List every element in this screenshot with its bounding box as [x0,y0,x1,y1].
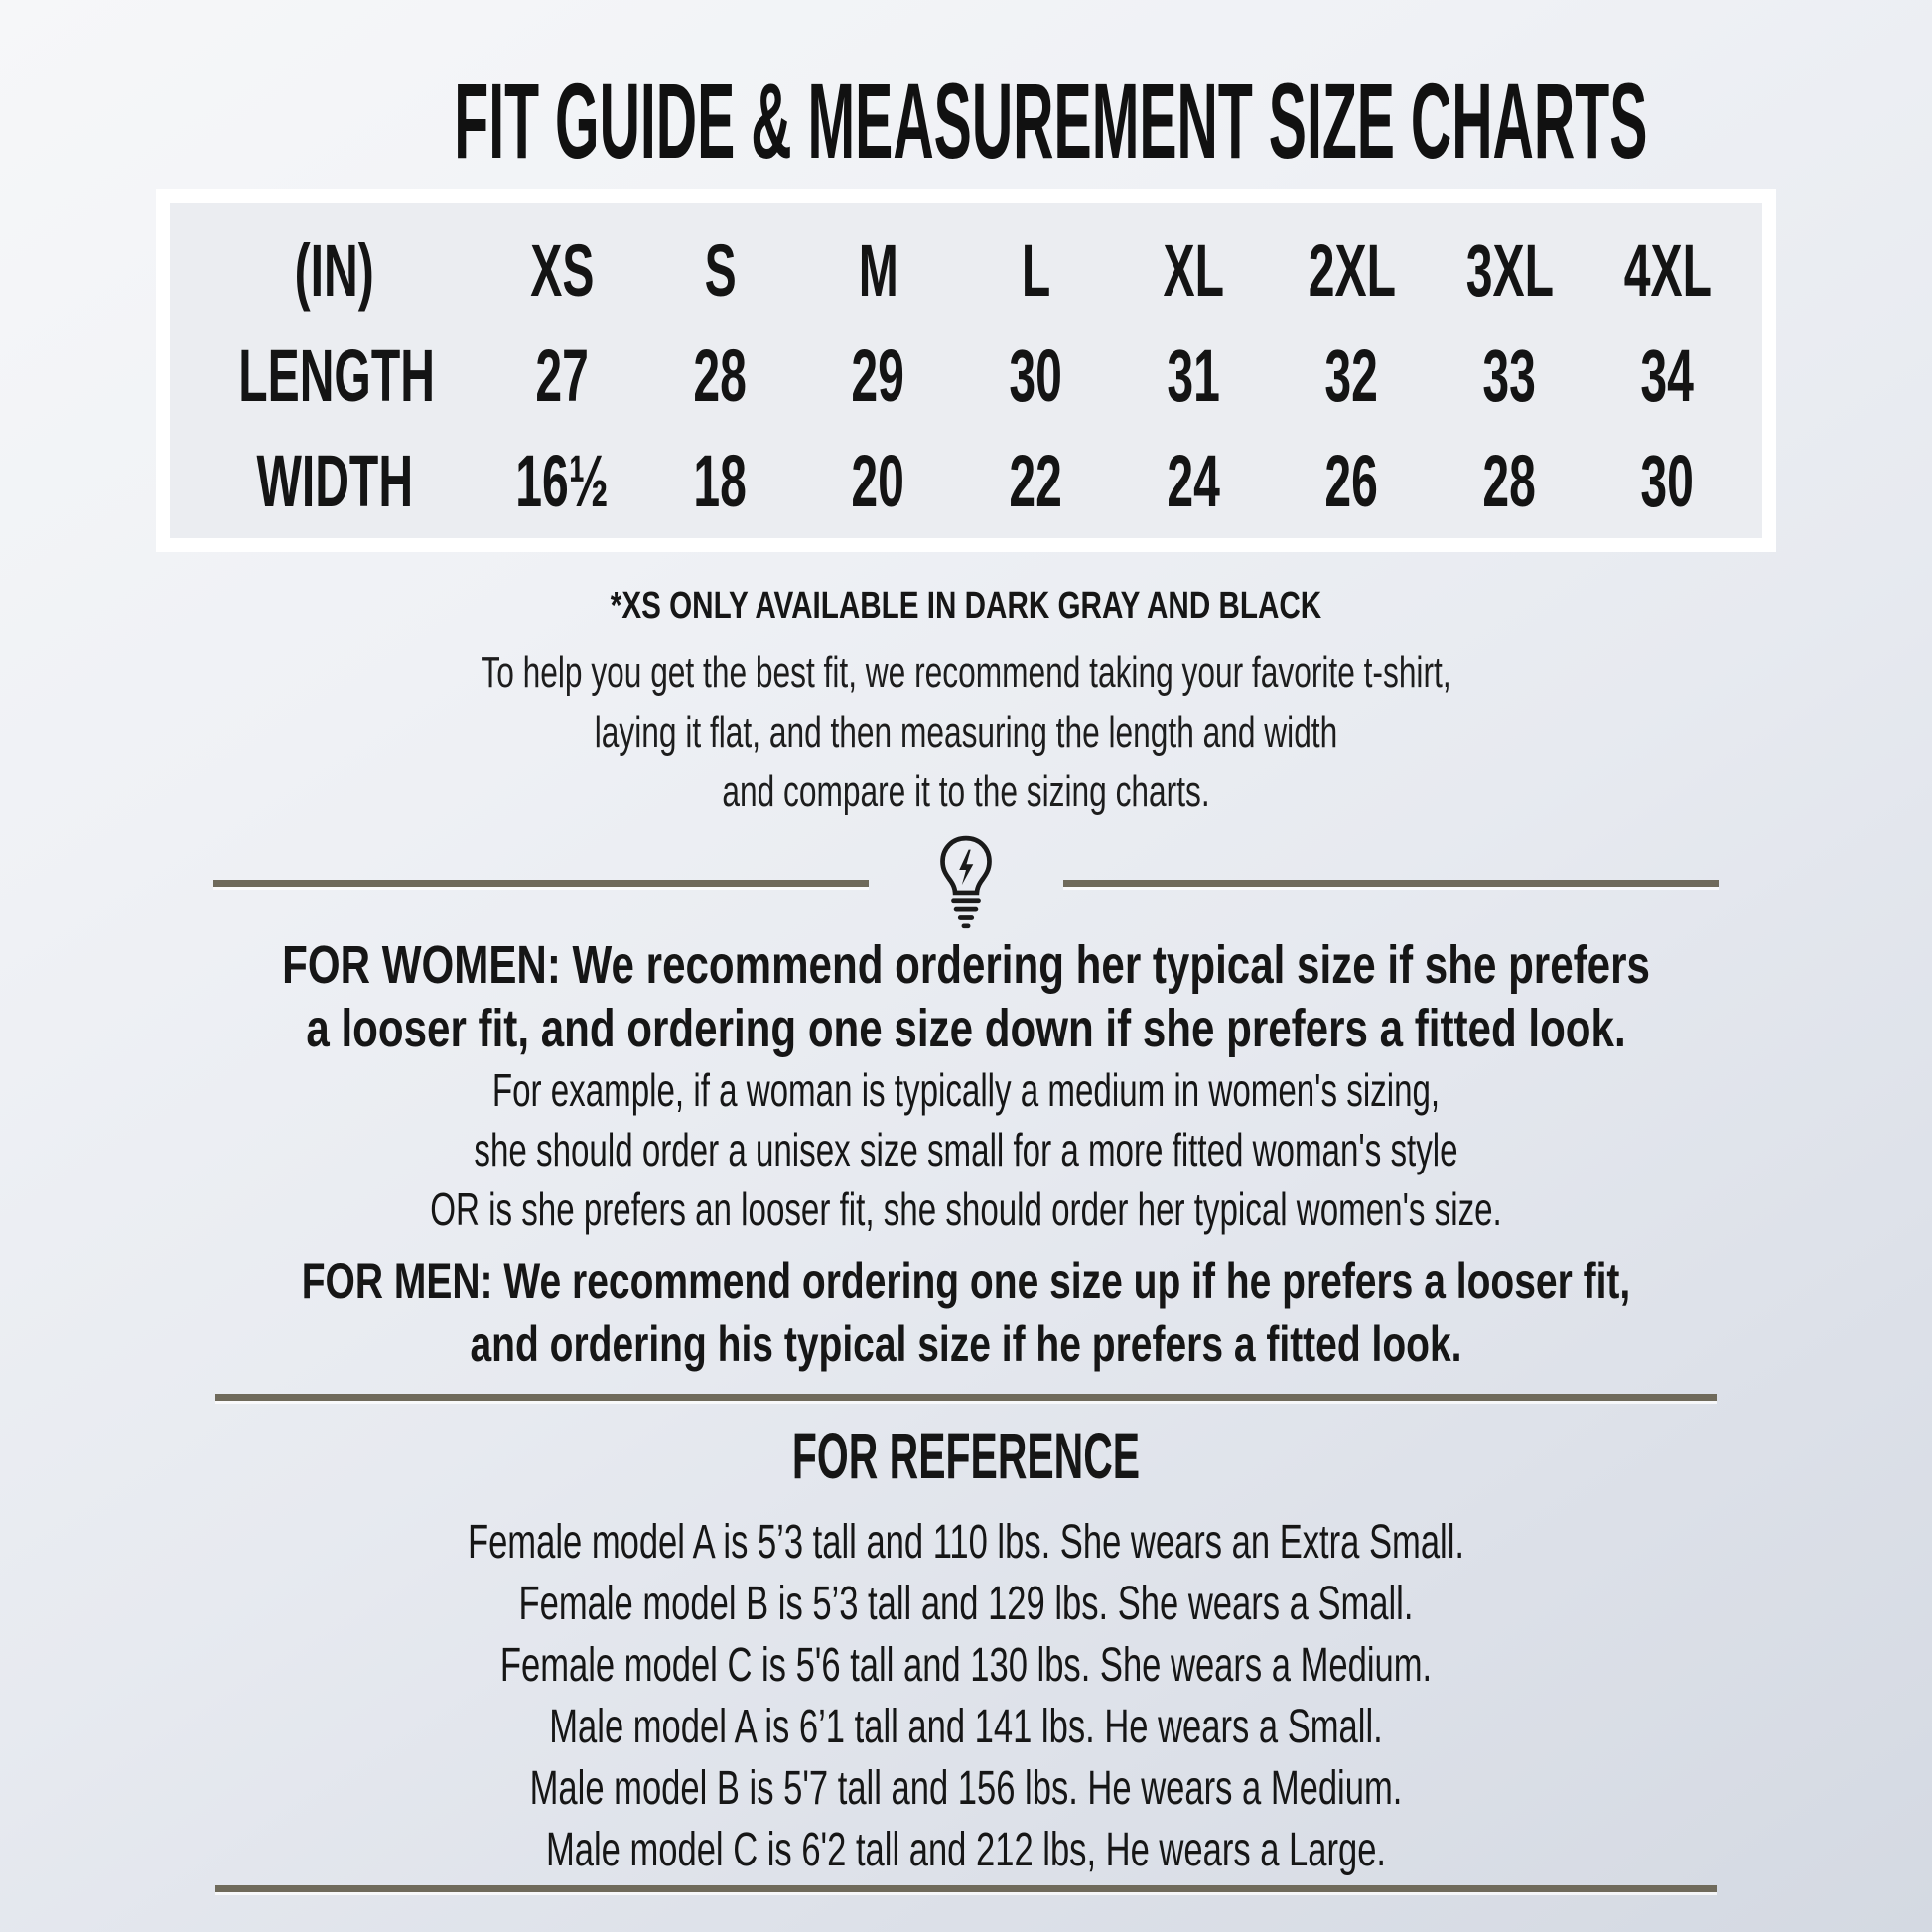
women-advice-line: FOR WOMEN: We recommend ordering her typical size if she prefers [282,935,1650,995]
size-chart-table [186,228,1746,522]
women-fit-example [0,1060,1932,1239]
men-advice-line: and ordering his typical size if he prefers a fitted look. [470,1316,1462,1372]
reference-line: Female model C is 5'6 tall and 130 lbs. She wears a Medium. [499,1639,1433,1692]
xs-availability-note: *XS ONLY AVAILABLE IN DARK GRAY AND BLACK [610,585,1322,626]
length-value: 28 [693,334,748,417]
col-header-4xl: 4XL [1623,228,1712,312]
length-value: 32 [1324,334,1379,417]
reference-line: Male model B is 5'7 tall and 156 lbs. He wears a Medium. [529,1762,1403,1815]
reference-line: Female model B is 5’3 tall and 129 lbs. She wears a Small. [518,1578,1414,1630]
women-fit-advice [0,933,1932,1060]
measuring-instructions [0,643,1932,822]
intro-line: and compare it to the sizing charts. [722,767,1210,816]
size-chart-panel [156,189,1776,552]
section-divider [215,1394,1717,1401]
width-value: 18 [693,439,748,522]
women-example-line: For example, if a woman is typically a medium in women's sizing, [491,1064,1441,1116]
length-value: 27 [535,334,590,417]
intro-line: laying it flat, and then measuring the length and width [594,708,1338,757]
col-header-l: L [1021,228,1051,312]
unit-label-cell [186,228,483,313]
intro-line: To help you get the best fit, we recommend taking your favorite t-shirt, [481,648,1451,697]
col-header-xl: XL [1163,228,1225,312]
col-header-s: S [704,228,737,312]
reference-line: Male model C is 6'2 tall and 212 lbs, He wears a Large. [545,1824,1387,1876]
divider-line-right [1063,880,1719,887]
width-value: 20 [851,439,905,522]
length-value: 33 [1482,334,1537,417]
reference-line: Female model A is 5’3 tall and 110 lbs. She wears an Extra Small. [467,1516,1465,1569]
page-title [0,0,1932,181]
women-example-line: OR is she prefers an looser fit, she should order her typical women's size. [430,1183,1502,1235]
width-value: 28 [1482,439,1537,522]
width-value: 30 [1640,439,1695,522]
tip-divider [0,834,1932,931]
width-value: 16½ [515,439,610,522]
page-title-text: FIT GUIDE & MEASUREMENT SIZE CHARTS [454,61,1648,181]
length-value: 31 [1167,334,1221,417]
width-value: 24 [1167,439,1221,522]
reference-title: FOR REFERENCE [791,1419,1141,1492]
col-header-3xl: 3XL [1465,228,1554,312]
row-label-length: LENGTH [238,334,435,417]
divider-line-left [213,880,869,887]
length-value: 29 [851,334,905,417]
lightbulb-icon [932,835,1000,930]
women-advice-line: a looser fit, and ordering one size down if she prefers a fitted look. [306,999,1626,1058]
width-value: 26 [1324,439,1379,522]
col-header-2xl: 2XL [1308,228,1396,312]
men-fit-advice [0,1249,1932,1376]
men-advice-line: FOR MEN: We recommend ordering one size up if he prefers a looser fit, [301,1253,1631,1309]
women-example-line: she should order a unisex size small for a more fitted woman's style [474,1124,1458,1175]
reference-line: Male model A is 6’1 tall and 141 lbs. He wears a Small. [549,1701,1383,1753]
bottom-divider [215,1885,1717,1892]
length-value: 34 [1640,334,1695,417]
width-value: 22 [1009,439,1063,522]
length-value: 30 [1009,334,1063,417]
model-reference-list [0,1512,1932,1881]
row-label-width: WIDTH [256,439,413,522]
col-header-xs: XS [530,228,595,312]
col-header-m: M [858,228,898,312]
unit-label: (IN) [294,228,375,312]
